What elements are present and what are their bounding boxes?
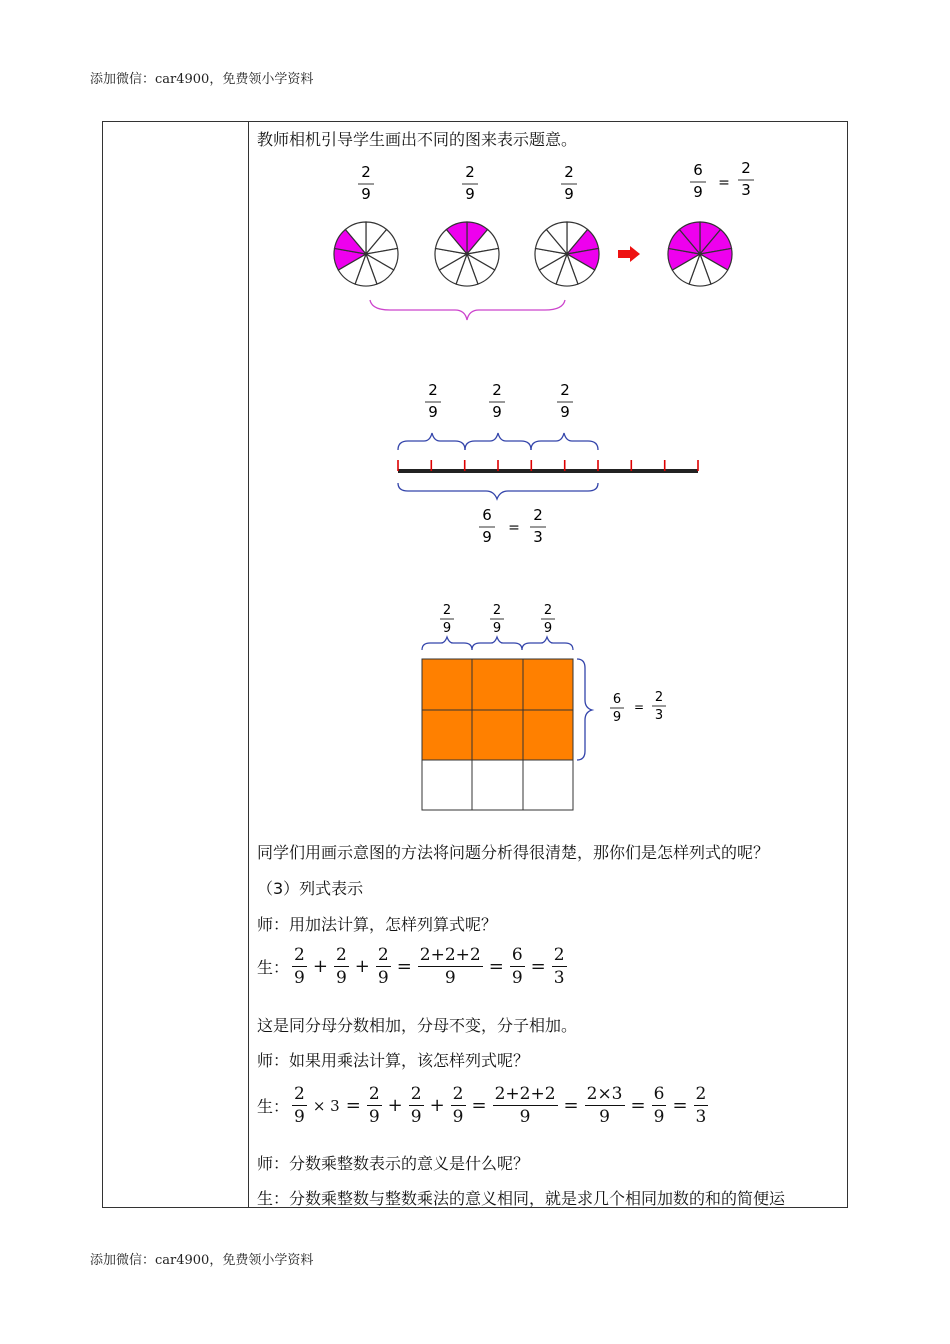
result-fraction (479, 506, 546, 546)
equals-sign: = (488, 956, 504, 977)
fraction: $\frac{2}{9}$ (377, 945, 389, 988)
fraction: $\frac{2}{9}$ (335, 945, 347, 988)
fraction: $\frac{2}{9}$ (294, 1084, 305, 1127)
svg-text:9: 9 (693, 183, 703, 201)
fraction: $\frac{2}{9}$ (410, 1084, 422, 1127)
header-note: 添加微信：car4900，免费领小学资料 (90, 72, 314, 87)
result-fraction (610, 690, 666, 725)
svg-text:6: 6 (693, 161, 703, 179)
fraction-label-2 (462, 163, 478, 203)
svg-text:2: 2 (654, 690, 664, 705)
brace-under-circles (370, 300, 565, 320)
pie-circle-2 (435, 222, 499, 286)
question-1: 师：用加法计算，怎样列算式呢？ (257, 915, 498, 934)
grid-diagram (410, 598, 680, 813)
svg-text:=: = (718, 175, 730, 191)
fraction-label-1 (425, 381, 441, 421)
fraction: $\frac{2}{3}$ (695, 1084, 707, 1127)
svg-text:2: 2 (428, 381, 438, 399)
fraction: $\frac{2+2+2}{9}$ (494, 1084, 556, 1127)
top-braces (422, 637, 573, 650)
fraction-label-1 (358, 163, 374, 203)
equals-sign: = (530, 956, 546, 977)
svg-text:9: 9 (564, 185, 574, 203)
question-3: 师：分数乘整数表示的意义是什么呢？ (257, 1154, 530, 1173)
multiplication-equation (257, 1084, 711, 1127)
table-column-divider (248, 121, 249, 1208)
addition-equation (257, 945, 570, 988)
result-fraction (690, 159, 754, 201)
svg-text:2: 2 (533, 506, 543, 524)
fraction: $\frac{2}{3}$ (553, 945, 565, 988)
svg-text:2: 2 (442, 603, 452, 618)
equals-sign: = (345, 1095, 361, 1116)
svg-text:=: = (508, 520, 520, 536)
svg-text:9: 9 (428, 403, 438, 421)
fraction-label-3 (541, 603, 555, 636)
svg-text:2: 2 (741, 159, 751, 177)
paragraph-1: 同学们用画示意图的方法将问题分析得很清楚，那你们是怎样列式的呢？ (257, 843, 770, 862)
plus-sign: + (354, 956, 370, 977)
svg-text:3: 3 (533, 528, 543, 546)
plus-sign: + (387, 1095, 403, 1116)
side-brace (577, 659, 592, 760)
answer-prefix: 生： (257, 958, 290, 977)
fraction: $\frac{2\times 3}{9}$ (586, 1084, 623, 1127)
svg-text:9: 9 (612, 710, 622, 725)
bottom-brace (398, 483, 598, 499)
svg-text:9: 9 (560, 403, 570, 421)
svg-text:3: 3 (741, 181, 751, 199)
fraction-label-2 (489, 381, 505, 421)
fraction: $\frac{6}{9}$ (511, 945, 523, 988)
svg-text:2: 2 (465, 163, 475, 181)
svg-text:2: 2 (543, 603, 553, 618)
svg-text:9: 9 (465, 185, 475, 203)
fraction: $\frac{6}{9}$ (653, 1084, 665, 1127)
fraction: $\frac{2+2+2}{9}$ (419, 945, 481, 988)
svg-text:9: 9 (361, 185, 371, 203)
svg-text:6: 6 (482, 506, 492, 524)
fraction: $\frac{2}{9}$ (452, 1084, 464, 1127)
equals-sign: = (471, 1095, 487, 1116)
fraction: $\frac{2}{9}$ (368, 1084, 380, 1127)
arrow-icon (618, 246, 640, 262)
pie-circle-4 (668, 222, 732, 286)
footer-note: 添加微信：car4900，免费领小学资料 (90, 1253, 314, 1268)
svg-text:9: 9 (442, 621, 452, 636)
svg-text:2: 2 (564, 163, 574, 181)
fraction: $\frac{2}{9}$ (294, 945, 305, 988)
svg-text:2: 2 (492, 381, 502, 399)
svg-text:2: 2 (560, 381, 570, 399)
pie-circle-1 (334, 222, 398, 286)
paragraph-2: 这是同分母分数相加，分母不变，分子相加。 (257, 1016, 578, 1035)
svg-text:2: 2 (492, 603, 502, 618)
answer-3: 生：分数乘整数与整数乘法的意义相同，就是求几个相同加数的和的简便运 (257, 1189, 786, 1208)
svg-text:9: 9 (543, 621, 553, 636)
equals-sign: = (630, 1095, 646, 1116)
svg-text:=: = (633, 700, 645, 714)
fraction-label-3 (561, 163, 577, 203)
plus-sign: + (429, 1095, 445, 1116)
intro-text: 教师相机引导学生画出不同的图来表示题意。 (257, 130, 578, 149)
svg-text:3: 3 (654, 708, 664, 723)
answer-prefix: 生： (257, 1097, 290, 1116)
grid-cells (422, 659, 573, 810)
fraction-label-3 (557, 381, 573, 421)
section-heading: （3）列式表示 (257, 879, 364, 898)
svg-text:9: 9 (492, 403, 502, 421)
svg-text:6: 6 (612, 692, 622, 707)
fraction-label-1 (440, 603, 454, 636)
fraction-label-2 (490, 603, 504, 636)
equals-sign: = (396, 956, 412, 977)
svg-text:2: 2 (361, 163, 371, 181)
number-line-diagram (390, 375, 710, 550)
number-line (398, 469, 698, 473)
equals-sign: = (672, 1095, 688, 1116)
plus-sign: + (312, 956, 328, 977)
circle-diagram (320, 155, 780, 325)
times-three: × 3 (312, 1096, 340, 1115)
top-braces (398, 433, 598, 450)
equals-sign: = (563, 1095, 579, 1116)
pie-circle-3 (535, 222, 599, 286)
question-2: 师：如果用乘法计算，该怎样列式呢？ (257, 1051, 530, 1070)
svg-text:9: 9 (492, 621, 502, 636)
svg-text:9: 9 (482, 528, 492, 546)
